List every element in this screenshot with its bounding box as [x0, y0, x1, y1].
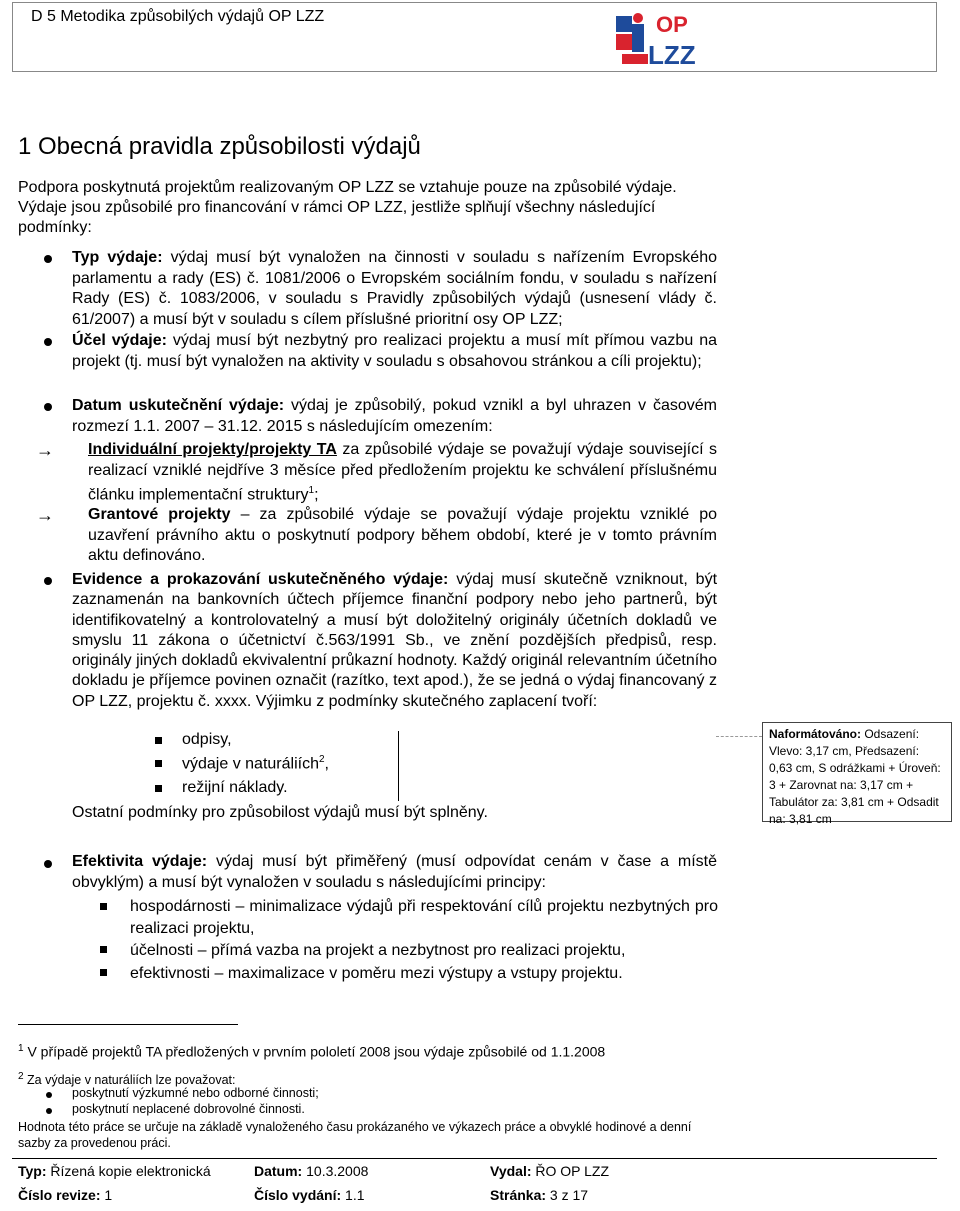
bullet-icon	[46, 1092, 52, 1098]
arrow-icon: →	[36, 505, 54, 525]
svg-text:OP: OP	[656, 12, 688, 37]
exception-item: výdaje v naturáliích$^2$,	[182, 754, 329, 773]
document-title: D 5 Metodika způsobilých výdajů OP LZZ	[31, 8, 325, 25]
footer-vydani: Číslo vydání: 1.1	[254, 1187, 365, 1203]
bullet-datum-vydaje: Datum uskutečnění výdaje: výdaj je způsobilý, pokud vznikl a byl uhrazen v časovém rozmezí 1.1. 2007 – 31.12. 2015 s následujícím omezením:	[72, 397, 717, 435]
change-bar	[398, 731, 399, 801]
arrow-item-grantove: Grantové projekty – za způsobilé výdaje se považují výdaje projektu vzniklé po uzavření právního aktu o poskytnutí podpory během období, které je v tomto právním aktu definováno.	[88, 506, 717, 564]
footnote-2: $^2$ Za výdaje v naturáliích lze považovat:	[18, 1071, 236, 1088]
intro-line-2: Výdaje jsou způsobilé pro financování v rámci OP LZZ, jestliže splňují všechny následující	[18, 199, 656, 216]
footnote-2-note: Hodnota této práce se určuje na základě vynaloženého času prokázaného ve výkazech práce a obvyklé hodinové a denní sazby za provedenou práci.	[18, 1120, 692, 1150]
square-bullet-icon	[100, 903, 107, 910]
square-bullet-icon	[155, 737, 162, 744]
arrow-icon: →	[36, 440, 54, 460]
bullet-icon	[44, 403, 52, 411]
principle-item: efektivnosti – maximalizace v poměru mezi výstupy a vstupy projektu.	[130, 965, 623, 982]
bullet-icon	[44, 255, 52, 263]
footer-datum: Datum: 10.3.2008	[254, 1163, 369, 1179]
footnote-2-item: poskytnutí výzkumné nebo odborné činnosti;	[72, 1086, 319, 1100]
bullet-evidence: Evidence a prokazování uskutečněného výdaje: výdaj musí skutečně vzniknout, být zaznamenán na bankovních účtech příjemce finanční podpory nebo jeho partnerů, být identifikovatelný a kontrolovatelný a musí být doložitelný originály účetních dokladů ve smyslu 11 zákona o účetnictví č.563/1991 Sb., ve znění pozdějších předpisů, resp. originály jiných dokladů ekvivalentní průkazní hodnoty. Každý originál relevantním účetního dokladu je příjemce povinen označit (razítko, text apod.), že se jedná o výdaj financovaný z OP LZZ, projektu č. xxxx. Výjimku z podmínky skutečného zaplacení tvoří:	[72, 571, 718, 710]
page-footer	[12, 1158, 937, 1209]
format-comment-balloon[interactable]: Naformátováno: Odsazení: Vlevo: 3,17 cm, Předsazení: 0,63 cm, S odrážkami + Úroveň: 3 + Zarovnat na: 3,17 cm + Tabulátor za: 3,81 cm + Odsadit na: 3,81 cm	[762, 722, 952, 822]
intro-line-3: podmínky:	[18, 219, 92, 236]
op-lzz-logo	[612, 10, 700, 72]
square-bullet-icon	[100, 946, 107, 953]
square-bullet-icon	[100, 969, 107, 976]
principle-item: hospodárnosti – minimalizace výdajů při respektování cílů projektu nezbytných pro realizaci projektu,	[130, 898, 718, 937]
section-heading: 1 Obecná pravidla způsobilosti výdajů	[18, 133, 421, 160]
footer-typ: Typ: Řízená kopie elektronická	[18, 1163, 211, 1179]
footnote-1: $^1$ V případě projektů TA předložených v prvním pololetí 2008 jsou výdaje způsobilé od 1.1.2008	[18, 1043, 606, 1060]
closing-sentence: Ostatní podmínky pro způsobilost výdajů musí být splněny.	[72, 804, 488, 821]
intro-line-1: Podpora poskytnutá projektům realizovaným OP LZZ se vztahuje pouze na způsobilé výdaje.	[18, 179, 677, 196]
square-bullet-icon	[155, 760, 162, 767]
bullet-ucel-vydaje: Účel výdaje: výdaj musí být nezbytný pro realizaci projektu a musí mít přímou vazbu na projekt (tj. musí být vynaložen na aktivity v souladu s obsahovou stránkou a cíli projektu);	[72, 332, 717, 370]
footer-vydal: Vydal: ŘO OP LZZ	[490, 1163, 610, 1179]
footer-stranka: Stránka: 3 z 17	[490, 1187, 589, 1203]
footnote-2-item: poskytnutí neplacené dobrovolné činnosti.	[72, 1102, 305, 1116]
exception-item: odpisy,	[182, 731, 232, 748]
bullet-icon	[44, 577, 52, 585]
bullet-icon	[46, 1108, 52, 1114]
square-bullet-icon	[155, 785, 162, 792]
arrow-item-individualni: Individuální projekty/projekty TA za způsobilé výdaje se považují výdaje související s realizací vzniklé nejdříve 3 měsíce před předložením projektu ke schválení příslušnému článku implementační struktury$^1$;	[88, 441, 717, 504]
bullet-typ-vydaje: Typ výdaje: výdaj musí být vynaložen na činnosti v souladu s nařízením Evropského parlamentu a rady (ES) č. 1081/2006 o Evropském sociálním fondu, v souladu s nařízení Rady (ES) č. 1083/2006, v souladu s Pravidly způsobilých výdajů (usnesení vlády č. 61/2007) a musí být v souladu s cílem příslušné prioritní osy OP LZZ;	[72, 249, 718, 328]
bullet-icon	[44, 338, 52, 346]
comment-connector	[716, 736, 762, 737]
svg-text:LZZ: LZZ	[648, 40, 696, 70]
footnote-separator	[18, 1024, 238, 1025]
footer-revize: Číslo revize: 1	[18, 1187, 113, 1203]
bullet-icon	[44, 860, 52, 868]
bullet-efektivita: Efektivita výdaje: výdaj musí být přiměřený (musí odpovídat cenám v čase a místě obvyklým) a musí být vynaložen v souladu s následujícími principy:	[72, 853, 717, 891]
exception-item: režijní náklady.	[182, 779, 288, 796]
principle-item: účelnosti – přímá vazba na projekt a nezbytnost pro realizaci projektu,	[130, 942, 626, 959]
